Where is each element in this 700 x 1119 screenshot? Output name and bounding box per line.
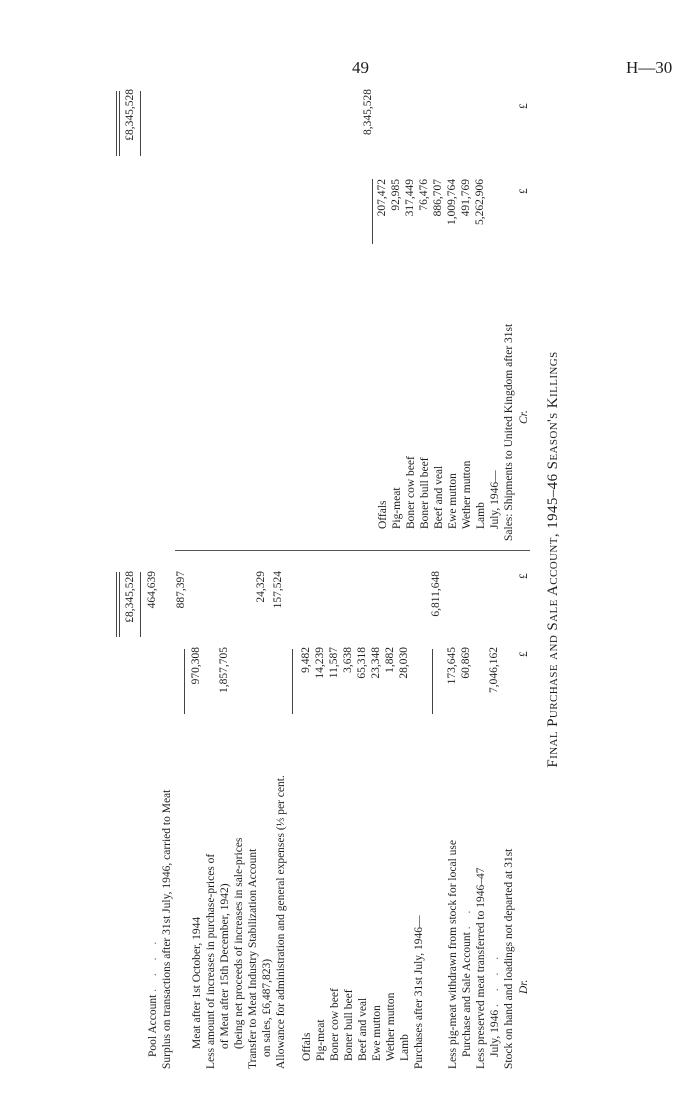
debit-total: £8,345,528 <box>124 571 136 623</box>
sale-amount: 92,985 <box>390 179 402 211</box>
transfer-less-amount: 970,308 <box>190 647 202 685</box>
credit-currency-2: £ <box>518 103 530 109</box>
rule <box>140 91 141 156</box>
page-reference: H—30 <box>626 58 673 77</box>
purchases-total-amount: 157,524 <box>272 571 284 609</box>
sale-label: Lamb <box>475 502 487 529</box>
less-preserved-amount: 60,869 <box>460 647 472 679</box>
rule <box>119 91 120 156</box>
purchase-label: Offals <box>301 1032 313 1061</box>
allowance-line-2: on sales, £6,487,823) <box>261 958 273 1057</box>
purchase-label: Wether mutton <box>385 992 397 1061</box>
less-preserved-line-1: Less preserved meat transferred to 1946–47 <box>475 867 487 1069</box>
debit-heading: Dr. <box>518 979 530 994</box>
sale-amount: 207,472 <box>376 179 388 217</box>
purchase-label: Lamb <box>399 1034 411 1061</box>
surplus-line-1: Surplus on transactions after 31st July, 1946, carried to Meat <box>161 789 173 1069</box>
credit-heading: Cr. <box>518 410 530 424</box>
rule <box>119 572 120 637</box>
sale-label: Beef and veal <box>433 465 445 529</box>
sale-amount: 5,262,906 <box>474 179 486 225</box>
sale-amount: 886,707 <box>432 179 444 217</box>
purchase-label: Boner bull beef <box>343 989 355 1061</box>
credit-total: £8,345,528 <box>124 89 136 141</box>
purchase-amount: 1,882 <box>384 647 396 673</box>
stock-line-1: Stock on hand and loadings not departed at 31st <box>503 848 515 1069</box>
rule <box>116 572 117 637</box>
sale-amount: 317,449 <box>404 179 416 217</box>
debit-currency-2: £ <box>518 573 530 579</box>
sale-label: Pig-meat <box>391 487 403 529</box>
sale-amount: 491,769 <box>460 179 472 217</box>
rule <box>140 572 141 637</box>
less-preserved-line-2: Purchase and Sale Account . . <box>461 905 473 1057</box>
purchase-label: Boner cow beef <box>329 988 341 1061</box>
surplus-line-2: Pool Account . . . . <box>147 936 159 1057</box>
purchase-amount: 14,239 <box>314 647 326 679</box>
transfer-less-line-2: Meat after 1st October, 1944 <box>191 916 203 1049</box>
transfer-less-line-1: Less amount of increases in purchase-prices of <box>205 853 217 1069</box>
sale-label: Offals <box>377 500 389 529</box>
purchase-label: Beef and veal <box>357 997 369 1061</box>
rule <box>372 179 373 244</box>
sale-amount: 1,009,764 <box>446 179 458 225</box>
purchases-heading: Purchases after 31st July, 1946— <box>413 915 425 1069</box>
purchase-label: Ewe mutton <box>371 1005 383 1061</box>
debit-currency-1: £ <box>518 651 530 657</box>
rule <box>432 649 433 714</box>
page-number: 49 <box>352 58 369 77</box>
credit-currency-1: £ <box>518 188 530 194</box>
transfer-amount: 1,857,705 <box>218 647 230 693</box>
sales-line-1: Sales: Shipments to United Kingdom after 31st <box>503 323 515 541</box>
purchase-amount: 11,587 <box>328 647 340 679</box>
purchase-amount: 3,638 <box>342 647 354 673</box>
allowance-line-1: Allowance for administration and general expenses (⅓ per cent. <box>275 775 287 1069</box>
rule <box>292 649 293 714</box>
transfer-line-3: of Meat after 15th December, 1942) <box>219 883 231 1049</box>
stock-amount: 7,046,162 <box>488 647 500 693</box>
surplus-amount: 464,639 <box>146 571 158 609</box>
sales-total-amount: 8,345,528 <box>362 89 374 135</box>
stock-line-2: July, 1946 . . . . <box>489 951 501 1057</box>
transfer-net-amount: 887,397 <box>175 571 187 609</box>
allowance-amount: 24,329 <box>255 571 267 603</box>
rule <box>184 649 185 714</box>
column-divider <box>175 550 530 551</box>
purchase-label: Pig-meat <box>315 1019 327 1061</box>
purchase-amount: 23,348 <box>370 647 382 679</box>
purchase-amount: 65,318 <box>356 647 368 679</box>
sale-label: Boner bull beef <box>419 457 431 529</box>
sale-amount: 76,476 <box>418 179 430 211</box>
account-title: Final Purchase and Sale Account, 1945–46 Season's Killings <box>545 351 561 768</box>
transfer-line-1: Transfer to Meat Industry Stabilization Account <box>247 848 259 1069</box>
less-pigmeat-line: Less pig-meat withdrawn from stock for local use <box>447 840 459 1069</box>
less-pigmeat-amount: 173,645 <box>446 647 458 685</box>
transfer-line-2: (being net proceeds of increases in sale-prices <box>233 837 245 1049</box>
stock-net-amount: 6,811,648 <box>430 571 442 617</box>
rule <box>116 91 117 156</box>
sale-label: Wether mutton <box>461 460 473 529</box>
sales-line-2: July, 1946— <box>489 470 501 529</box>
purchase-amount: 28,030 <box>398 647 410 679</box>
purchase-amount: 9,482 <box>300 647 312 673</box>
sale-label: Ewe mutton <box>447 473 459 529</box>
sale-label: Boner cow beef <box>405 456 417 529</box>
